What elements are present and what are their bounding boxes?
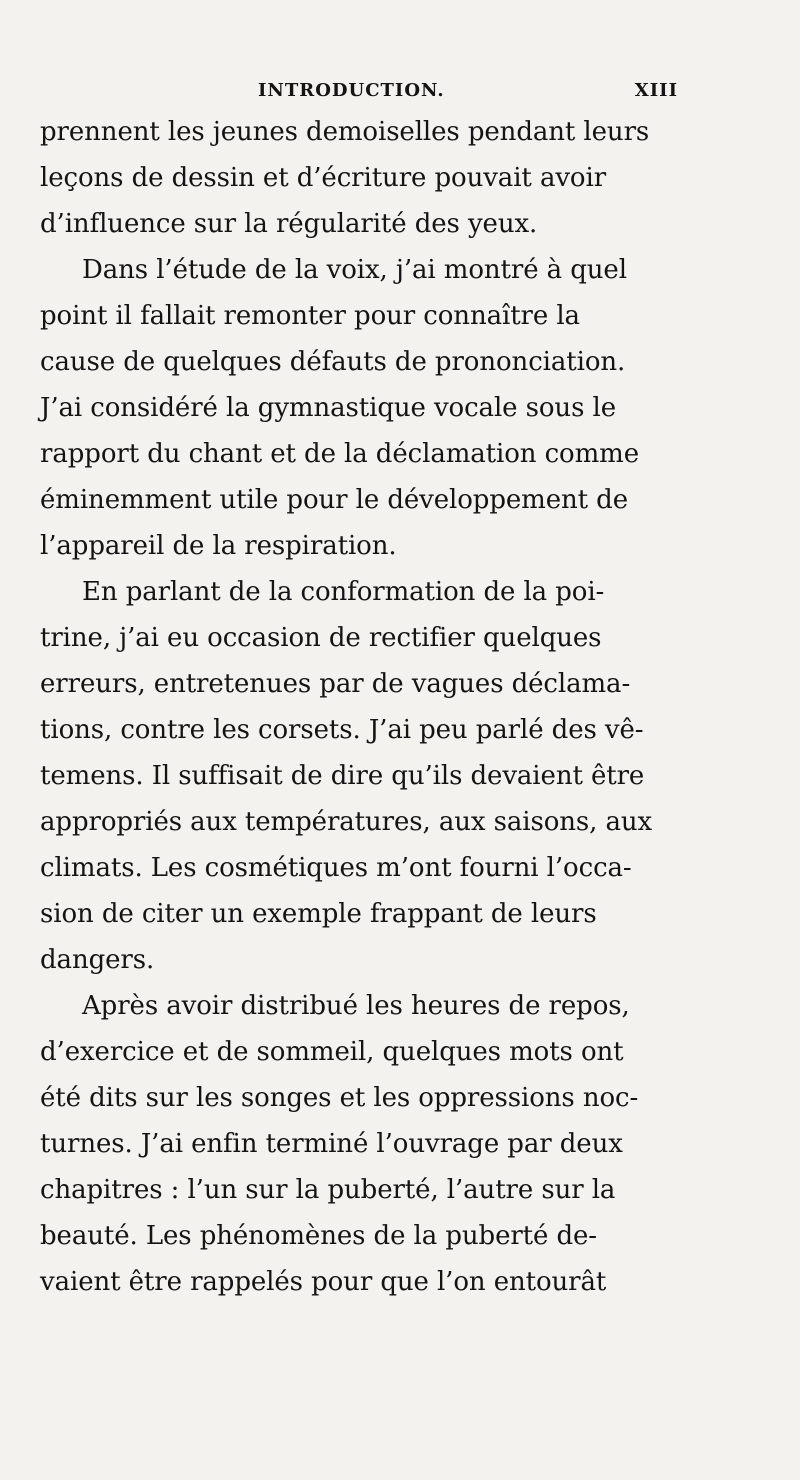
text-line: chapitres : l’un sur la puberté, l’autre sur la (40, 1175, 616, 1205)
text-line: Dans l’étude de la voix, j’ai montré à quel (82, 255, 627, 285)
running-title: INTRODUCTION. (258, 80, 445, 101)
text-line: appropriés aux températures, aux saisons, aux (40, 807, 653, 837)
text-line: sion de citer un exemple frappant de leurs (40, 899, 597, 929)
text-line: turnes. J’ai enfin terminé l’ouvrage par deux (40, 1129, 623, 1159)
text-line: point il fallait remonter pour connaître la (40, 301, 580, 331)
text-line: éminemment utile pour le développement de (40, 485, 628, 515)
text-line: tions, contre les corsets. J’ai peu parlé des vê- (40, 715, 644, 745)
text-line: l’appareil de la respiration. (40, 531, 397, 561)
text-line: rapport du chant et de la déclamation comme (40, 439, 640, 469)
text-line: prennent les jeunes demoiselles pendant leurs (40, 117, 650, 147)
text-line: Après avoir distribué les heures de repos, (82, 991, 630, 1021)
text-line: d’influence sur la régularité des yeux. (40, 209, 538, 239)
text-line: temens. Il suffisait de dire qu’ils devaient être (40, 761, 645, 791)
text-line: vaient être rappelés pour que l’on entourât (40, 1267, 607, 1297)
text-line: trine, j’ai eu occasion de rectifier quelques (40, 623, 602, 653)
text-line: J’ai considéré la gymnastique vocale sous le (40, 393, 616, 423)
text-line: été dits sur les songes et les oppressions noc- (40, 1083, 639, 1113)
text-line: erreurs, entretenues par de vagues déclama- (40, 669, 631, 699)
text-line: leçons de dessin et d’écriture pouvait avoir (40, 163, 607, 193)
text-line: dangers. (40, 945, 155, 975)
page-number: XIII (634, 80, 678, 101)
text-line: cause de quelques défauts de prononciation. (40, 347, 626, 377)
text-line: En parlant de la conformation de la poi- (82, 577, 605, 607)
text-line: d’exercice et de sommeil, quelques mots ont (40, 1037, 624, 1067)
text-line: beauté. Les phénomènes de la puberté de- (40, 1221, 597, 1251)
text-line: climats. Les cosmétiques m’ont fourni l’occa- (40, 853, 632, 883)
